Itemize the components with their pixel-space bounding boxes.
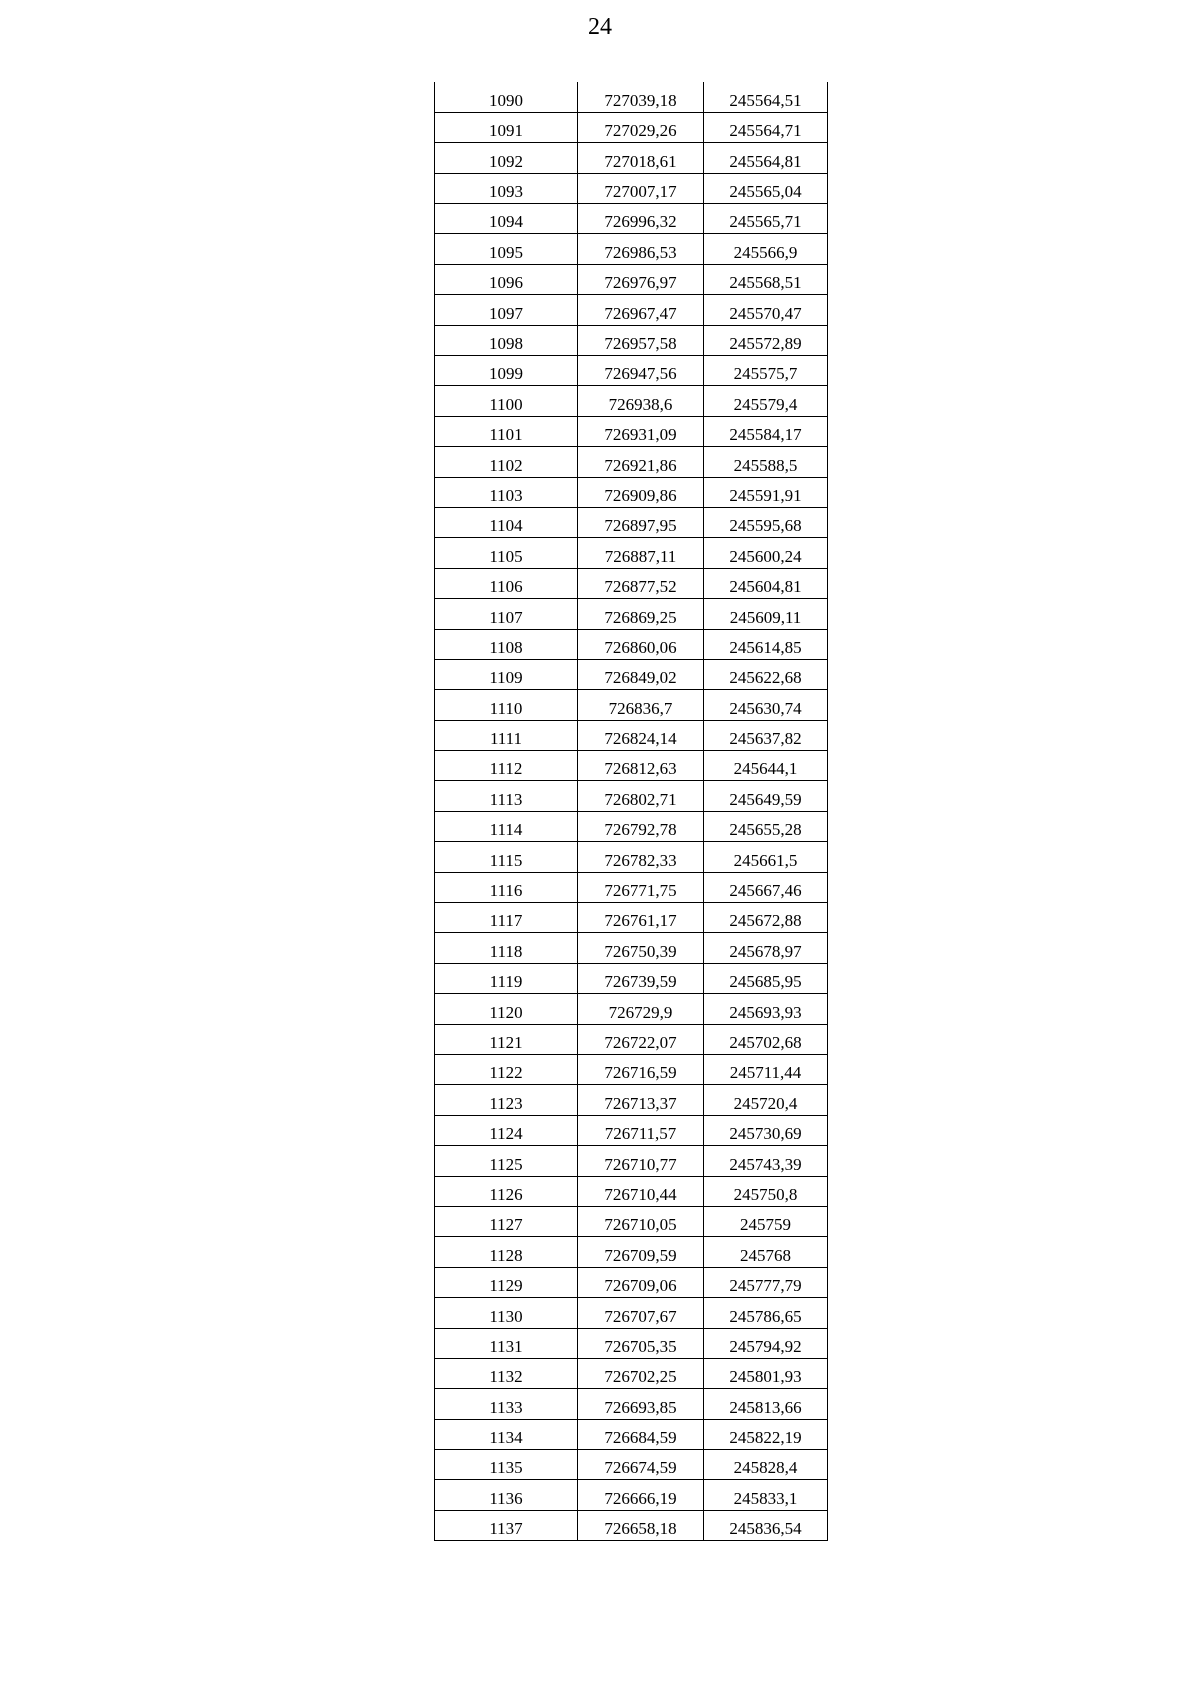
y-coordinate-cell: 245672,88 — [704, 903, 828, 933]
point-number-cell: 1124 — [435, 1115, 578, 1145]
x-coordinate-cell: 727029,26 — [578, 112, 704, 142]
point-number-cell: 1101 — [435, 416, 578, 446]
point-number-cell: 1095 — [435, 234, 578, 264]
y-coordinate-cell: 245630,74 — [704, 690, 828, 720]
point-number-cell: 1129 — [435, 1267, 578, 1297]
x-coordinate-cell: 726792,78 — [578, 811, 704, 841]
x-coordinate-cell: 726921,86 — [578, 447, 704, 477]
point-number-cell: 1110 — [435, 690, 578, 720]
x-coordinate-cell: 726707,67 — [578, 1298, 704, 1328]
table-row — [435, 1328, 828, 1358]
x-coordinate-cell: 726666,19 — [578, 1480, 704, 1510]
table-row — [435, 994, 828, 1024]
y-coordinate-cell: 245750,8 — [704, 1176, 828, 1206]
point-number-cell: 1122 — [435, 1055, 578, 1085]
x-coordinate-cell: 726802,71 — [578, 781, 704, 811]
x-coordinate-cell: 726947,56 — [578, 356, 704, 386]
point-number-cell: 1134 — [435, 1419, 578, 1449]
x-coordinate-cell: 726710,05 — [578, 1206, 704, 1236]
point-number-cell: 1100 — [435, 386, 578, 416]
point-number-cell: 1090 — [435, 82, 578, 112]
point-number-cell: 1119 — [435, 963, 578, 993]
table-row — [435, 295, 828, 325]
table-row — [435, 447, 828, 477]
x-coordinate-cell: 726709,59 — [578, 1237, 704, 1267]
point-number-cell: 1118 — [435, 933, 578, 963]
y-coordinate-cell: 245667,46 — [704, 872, 828, 902]
y-coordinate-cell: 245655,28 — [704, 811, 828, 841]
table-row — [435, 356, 828, 386]
point-number-cell: 1113 — [435, 781, 578, 811]
y-coordinate-cell: 245649,59 — [704, 781, 828, 811]
coordinates-table-body — [435, 82, 828, 1541]
point-number-cell: 1128 — [435, 1237, 578, 1267]
point-number-cell: 1099 — [435, 356, 578, 386]
table-row — [435, 204, 828, 234]
point-number-cell: 1097 — [435, 295, 578, 325]
point-number-cell: 1117 — [435, 903, 578, 933]
table-row — [435, 1024, 828, 1054]
y-coordinate-cell: 245622,68 — [704, 659, 828, 689]
y-coordinate-cell: 245637,82 — [704, 720, 828, 750]
y-coordinate-cell: 245568,51 — [704, 264, 828, 294]
table-row — [435, 720, 828, 750]
table-row — [435, 234, 828, 264]
x-coordinate-cell: 726849,02 — [578, 659, 704, 689]
table-row — [435, 751, 828, 781]
table-row — [435, 1085, 828, 1115]
table-row — [435, 477, 828, 507]
table-row — [435, 629, 828, 659]
point-number-cell: 1092 — [435, 143, 578, 173]
y-coordinate-cell: 245572,89 — [704, 325, 828, 355]
point-number-cell: 1098 — [435, 325, 578, 355]
point-number-cell: 1131 — [435, 1328, 578, 1358]
x-coordinate-cell: 726869,25 — [578, 599, 704, 629]
point-number-cell: 1126 — [435, 1176, 578, 1206]
x-coordinate-cell: 726710,44 — [578, 1176, 704, 1206]
point-number-cell: 1130 — [435, 1298, 578, 1328]
table-row — [435, 963, 828, 993]
x-coordinate-cell: 726713,37 — [578, 1085, 704, 1115]
x-coordinate-cell: 726711,57 — [578, 1115, 704, 1145]
table-row — [435, 112, 828, 142]
x-coordinate-cell: 726996,32 — [578, 204, 704, 234]
table-row — [435, 386, 828, 416]
y-coordinate-cell: 245600,24 — [704, 538, 828, 568]
table-row — [435, 143, 828, 173]
table-row — [435, 933, 828, 963]
table-row — [435, 1237, 828, 1267]
y-coordinate-cell: 245822,19 — [704, 1419, 828, 1449]
y-coordinate-cell: 245794,92 — [704, 1328, 828, 1358]
y-coordinate-cell: 245801,93 — [704, 1358, 828, 1388]
table-row — [435, 1176, 828, 1206]
x-coordinate-cell: 726658,18 — [578, 1510, 704, 1540]
y-coordinate-cell: 245570,47 — [704, 295, 828, 325]
y-coordinate-cell: 245588,5 — [704, 447, 828, 477]
y-coordinate-cell: 245836,54 — [704, 1510, 828, 1540]
table-row — [435, 507, 828, 537]
x-coordinate-cell: 727007,17 — [578, 173, 704, 203]
y-coordinate-cell: 245693,93 — [704, 994, 828, 1024]
table-row — [435, 1206, 828, 1236]
page-number: 24 — [588, 14, 612, 40]
x-coordinate-cell: 726674,59 — [578, 1450, 704, 1480]
x-coordinate-cell: 726729,9 — [578, 994, 704, 1024]
table-row — [435, 568, 828, 598]
y-coordinate-cell: 245720,4 — [704, 1085, 828, 1115]
point-number-cell: 1108 — [435, 629, 578, 659]
point-number-cell: 1091 — [435, 112, 578, 142]
table-row — [435, 842, 828, 872]
x-coordinate-cell: 726860,06 — [578, 629, 704, 659]
point-number-cell: 1109 — [435, 659, 578, 689]
y-coordinate-cell: 245777,79 — [704, 1267, 828, 1297]
table-row — [435, 1055, 828, 1085]
point-number-cell: 1133 — [435, 1389, 578, 1419]
x-coordinate-cell: 726750,39 — [578, 933, 704, 963]
point-number-cell: 1132 — [435, 1358, 578, 1388]
table-row — [435, 903, 828, 933]
table-row — [435, 599, 828, 629]
y-coordinate-cell: 245614,85 — [704, 629, 828, 659]
x-coordinate-cell: 726976,97 — [578, 264, 704, 294]
table-row — [435, 690, 828, 720]
y-coordinate-cell: 245564,81 — [704, 143, 828, 173]
x-coordinate-cell: 726986,53 — [578, 234, 704, 264]
y-coordinate-cell: 245644,1 — [704, 751, 828, 781]
point-number-cell: 1103 — [435, 477, 578, 507]
point-number-cell: 1094 — [435, 204, 578, 234]
table-row — [435, 538, 828, 568]
point-number-cell: 1136 — [435, 1480, 578, 1510]
table-row — [435, 659, 828, 689]
table-row — [435, 416, 828, 446]
point-number-cell: 1116 — [435, 872, 578, 902]
point-number-cell: 1121 — [435, 1024, 578, 1054]
x-coordinate-cell: 726739,59 — [578, 963, 704, 993]
y-coordinate-cell: 245730,69 — [704, 1115, 828, 1145]
point-number-cell: 1115 — [435, 842, 578, 872]
y-coordinate-cell: 245743,39 — [704, 1146, 828, 1176]
y-coordinate-cell: 245759 — [704, 1206, 828, 1236]
y-coordinate-cell: 245564,71 — [704, 112, 828, 142]
x-coordinate-cell: 726887,11 — [578, 538, 704, 568]
y-coordinate-cell: 245786,65 — [704, 1298, 828, 1328]
point-number-cell: 1137 — [435, 1510, 578, 1540]
x-coordinate-cell: 726909,86 — [578, 477, 704, 507]
point-number-cell: 1096 — [435, 264, 578, 294]
y-coordinate-cell: 245768 — [704, 1237, 828, 1267]
y-coordinate-cell: 245565,71 — [704, 204, 828, 234]
x-coordinate-cell: 727039,18 — [578, 82, 704, 112]
x-coordinate-cell: 726693,85 — [578, 1389, 704, 1419]
x-coordinate-cell: 726716,59 — [578, 1055, 704, 1085]
point-number-cell: 1105 — [435, 538, 578, 568]
y-coordinate-cell: 245828,4 — [704, 1450, 828, 1480]
y-coordinate-cell: 245591,91 — [704, 477, 828, 507]
x-coordinate-cell: 726761,17 — [578, 903, 704, 933]
y-coordinate-cell: 245685,95 — [704, 963, 828, 993]
y-coordinate-cell: 245609,11 — [704, 599, 828, 629]
table-row — [435, 781, 828, 811]
y-coordinate-cell: 245575,7 — [704, 356, 828, 386]
y-coordinate-cell: 245813,66 — [704, 1389, 828, 1419]
point-number-cell: 1102 — [435, 447, 578, 477]
point-number-cell: 1125 — [435, 1146, 578, 1176]
y-coordinate-cell: 245678,97 — [704, 933, 828, 963]
point-number-cell: 1127 — [435, 1206, 578, 1236]
table-row — [435, 325, 828, 355]
table-row — [435, 1450, 828, 1480]
point-number-cell: 1112 — [435, 751, 578, 781]
point-number-cell: 1123 — [435, 1085, 578, 1115]
y-coordinate-cell: 245711,44 — [704, 1055, 828, 1085]
x-coordinate-cell: 726957,58 — [578, 325, 704, 355]
table-row — [435, 1389, 828, 1419]
table-row — [435, 1115, 828, 1145]
y-coordinate-cell: 245833,1 — [704, 1480, 828, 1510]
point-number-cell: 1104 — [435, 507, 578, 537]
x-coordinate-cell: 726705,35 — [578, 1328, 704, 1358]
point-number-cell: 1120 — [435, 994, 578, 1024]
x-coordinate-cell: 726938,6 — [578, 386, 704, 416]
table-row — [435, 872, 828, 902]
x-coordinate-cell: 726897,95 — [578, 507, 704, 537]
table-row — [435, 1510, 828, 1540]
table-row — [435, 1480, 828, 1510]
x-coordinate-cell: 726771,75 — [578, 872, 704, 902]
x-coordinate-cell: 726722,07 — [578, 1024, 704, 1054]
point-number-cell: 1111 — [435, 720, 578, 750]
table-row — [435, 1298, 828, 1328]
table-row — [435, 811, 828, 841]
x-coordinate-cell: 726836,7 — [578, 690, 704, 720]
point-number-cell: 1135 — [435, 1450, 578, 1480]
x-coordinate-cell: 726684,59 — [578, 1419, 704, 1449]
table-row — [435, 82, 828, 112]
table-row — [435, 264, 828, 294]
coordinates-table — [434, 82, 828, 1541]
table-row — [435, 1267, 828, 1297]
y-coordinate-cell: 245566,9 — [704, 234, 828, 264]
table-row — [435, 1146, 828, 1176]
y-coordinate-cell: 245564,51 — [704, 82, 828, 112]
table-row — [435, 1419, 828, 1449]
x-coordinate-cell: 726931,09 — [578, 416, 704, 446]
x-coordinate-cell: 727018,61 — [578, 143, 704, 173]
x-coordinate-cell: 726967,47 — [578, 295, 704, 325]
y-coordinate-cell: 245565,04 — [704, 173, 828, 203]
y-coordinate-cell: 245579,4 — [704, 386, 828, 416]
point-number-cell: 1106 — [435, 568, 578, 598]
table-row — [435, 173, 828, 203]
x-coordinate-cell: 726709,06 — [578, 1267, 704, 1297]
point-number-cell: 1114 — [435, 811, 578, 841]
x-coordinate-cell: 726877,52 — [578, 568, 704, 598]
y-coordinate-cell: 245661,5 — [704, 842, 828, 872]
x-coordinate-cell: 726710,77 — [578, 1146, 704, 1176]
y-coordinate-cell: 245584,17 — [704, 416, 828, 446]
point-number-cell: 1093 — [435, 173, 578, 203]
x-coordinate-cell: 726824,14 — [578, 720, 704, 750]
point-number-cell: 1107 — [435, 599, 578, 629]
y-coordinate-cell: 245595,68 — [704, 507, 828, 537]
y-coordinate-cell: 245604,81 — [704, 568, 828, 598]
x-coordinate-cell: 726702,25 — [578, 1358, 704, 1388]
table-row — [435, 1358, 828, 1388]
x-coordinate-cell: 726812,63 — [578, 751, 704, 781]
y-coordinate-cell: 245702,68 — [704, 1024, 828, 1054]
x-coordinate-cell: 726782,33 — [578, 842, 704, 872]
